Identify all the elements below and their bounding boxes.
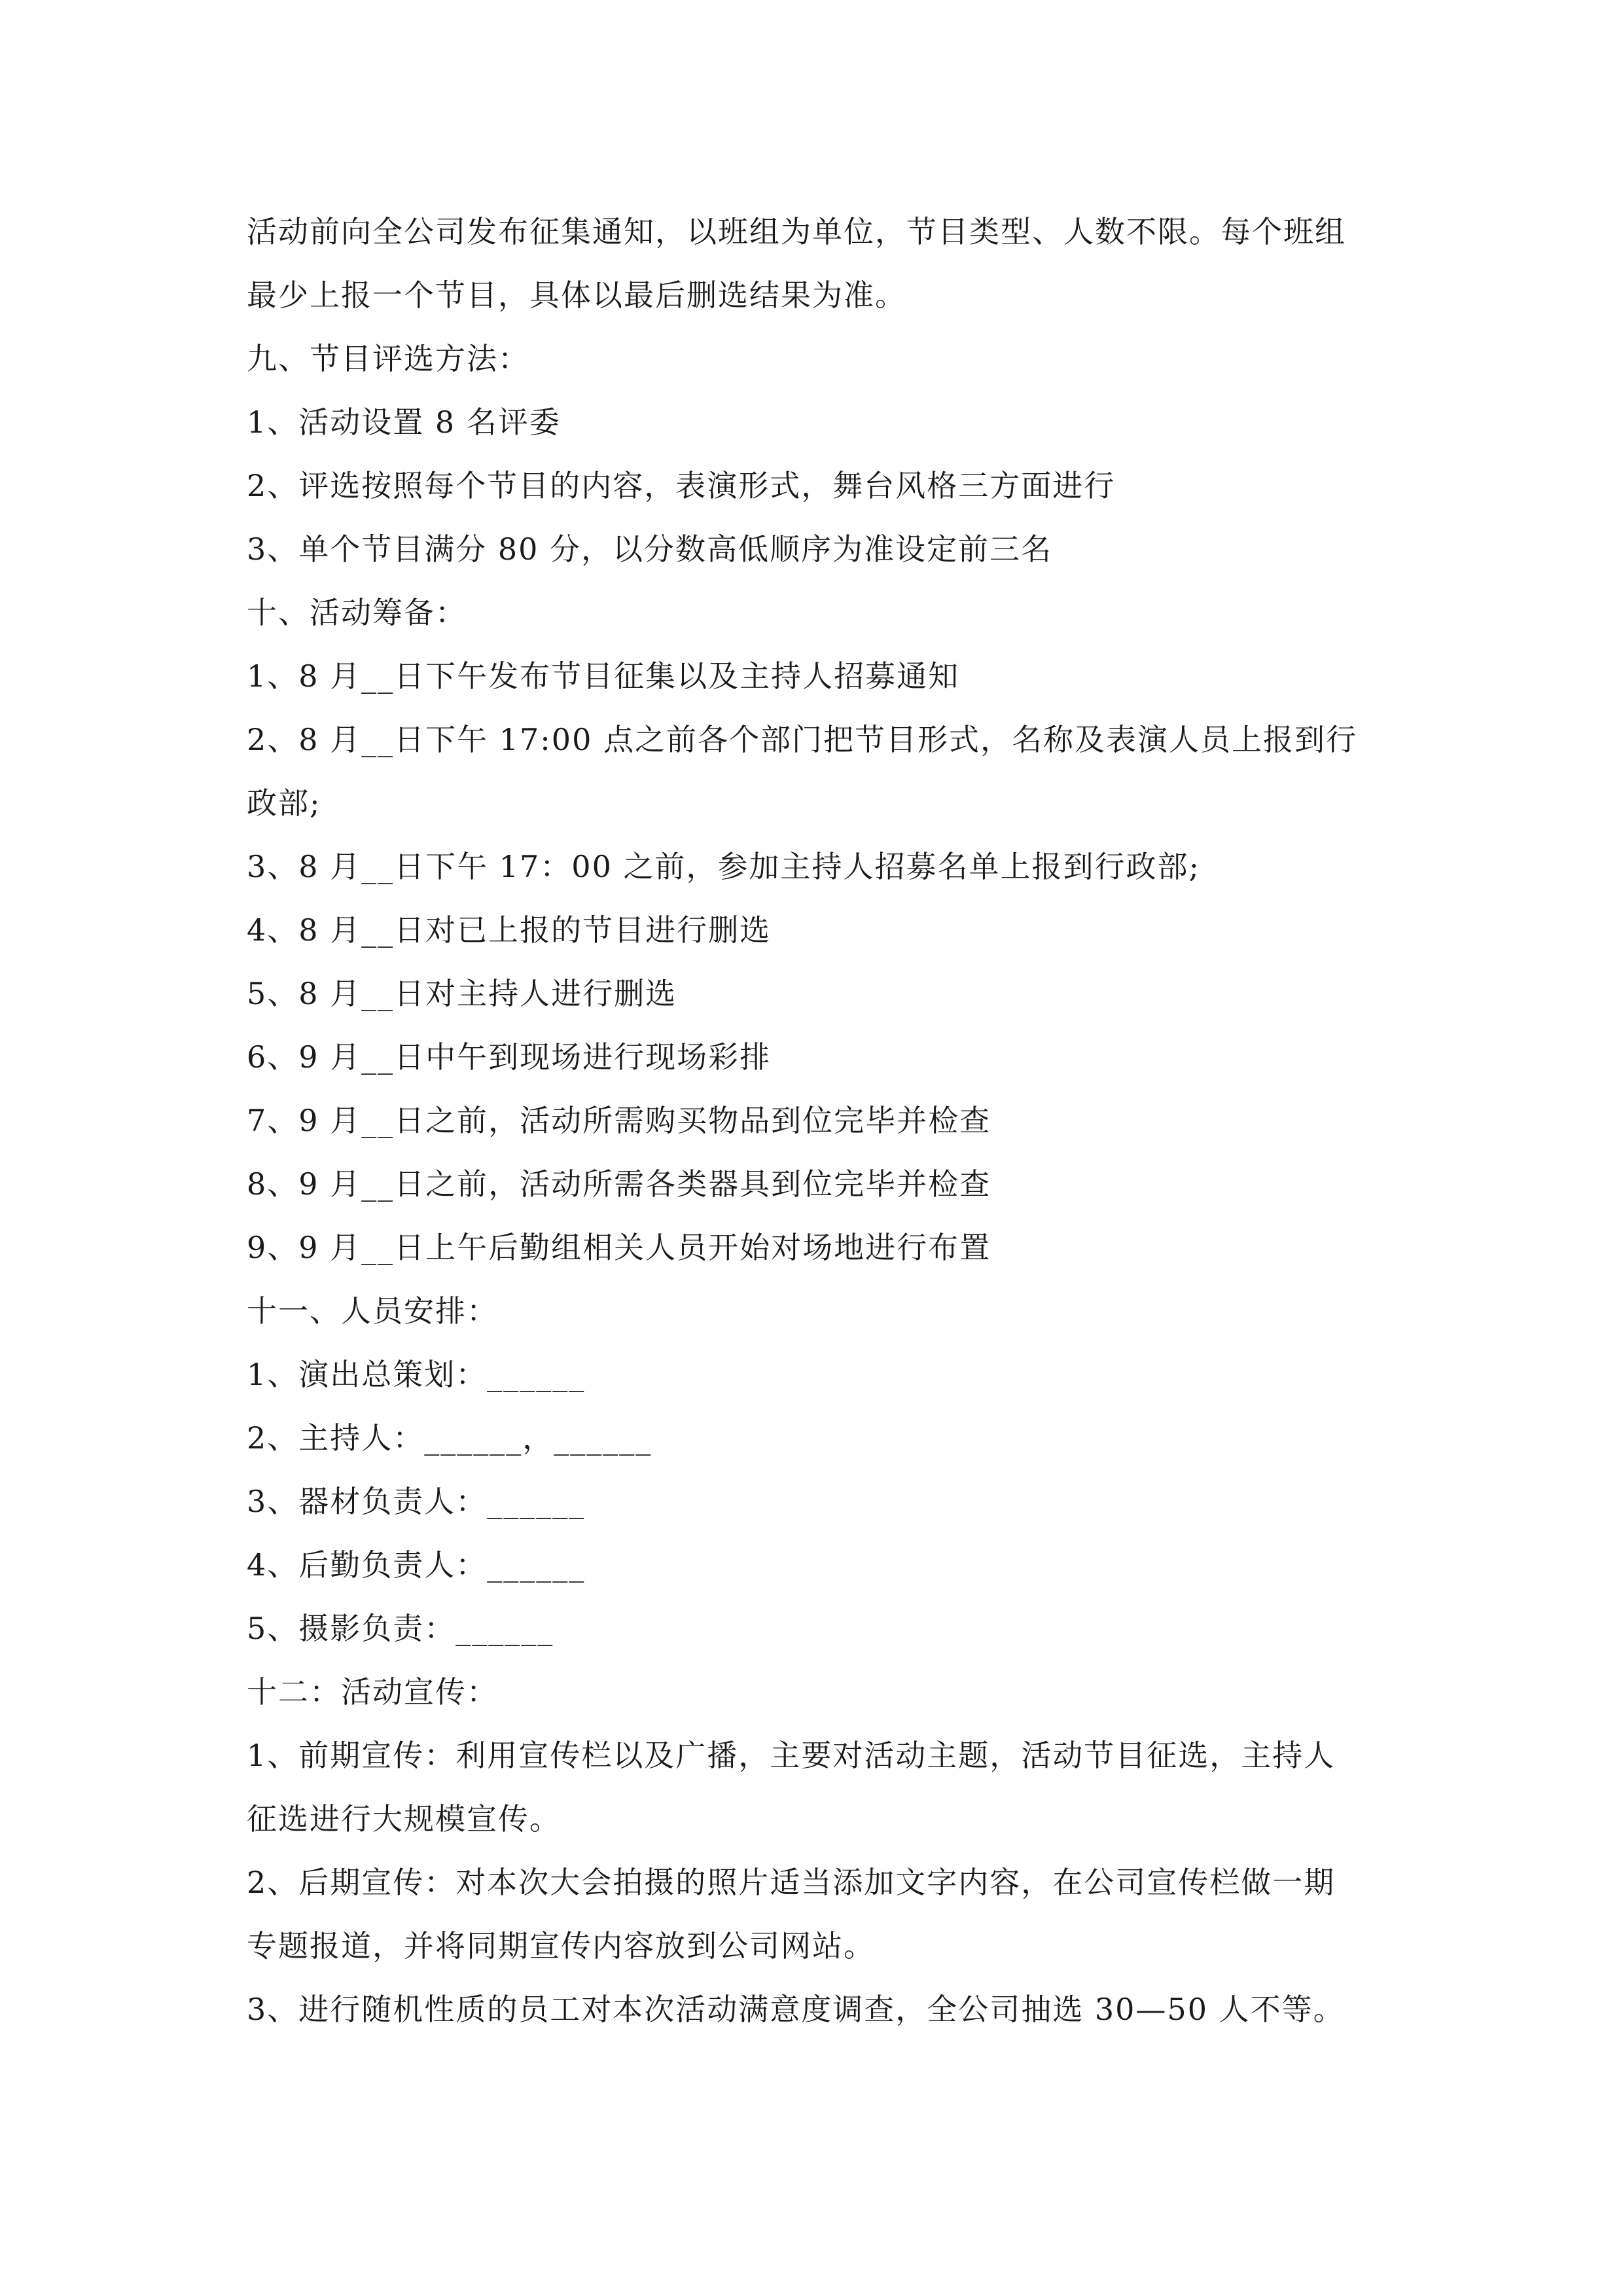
section-heading: 十一、人员安排：: [247, 1293, 498, 1329]
list-item: 1、8 月__日下午发布节目征集以及主持人招募通知: [247, 658, 960, 694]
list-item: 2、评选按照每个节目的内容，表演形式，舞台风格三方面进行: [247, 468, 1116, 503]
list-item: 4、8 月__日对已上报的节目进行删选: [247, 912, 772, 948]
paragraph-line: 最少上报一个节目，具体以最后删选结果为准。: [247, 278, 906, 313]
list-item: 3、8 月__日下午 17：00 之前，参加主持人招募名单上报到行政部;: [247, 849, 1200, 884]
list-item: 8、9 月__日之前，活动所需各类器具到位完毕并检查: [247, 1166, 991, 1202]
list-item: 3、单个节目满分 80 分，以分数高低顺序为准设定前三名: [247, 531, 1053, 567]
list-item: 2、后期宣传：对本次大会拍摄的照片适当添加文字内容，在公司宣传栏做一期: [247, 1865, 1336, 1900]
list-item: 2、主持人：______，______: [247, 1420, 652, 1456]
list-item-continuation: 专题报道，并将同期宣传内容放到公司网站。: [247, 1928, 875, 1964]
list-item: 5、8 月__日对主持人进行删选: [247, 976, 677, 1011]
list-item: 2、8 月__日下午 17:00 点之前各个部门把节目形式，名称及表演人员上报到行: [247, 722, 1357, 757]
list-item-continuation: 政部;: [247, 785, 321, 821]
list-item: 5、摄影负责：______: [247, 1611, 554, 1646]
section-heading: 十二：活动宣传：: [247, 1674, 498, 1710]
list-item-continuation: 征选进行大规模宣传。: [247, 1801, 561, 1837]
list-item: 3、器材负责人：______: [247, 1484, 586, 1519]
paragraph-line: 活动前向全公司发布征集通知，以班组为单位，节目类型、人数不限。每个班组: [247, 214, 1346, 249]
list-item: 4、后勤负责人：______: [247, 1547, 586, 1583]
list-item: 9、9 月__日上午后勤组相关人员开始对场地进行布置: [247, 1230, 991, 1265]
document-body: [247, 200, 1379, 2041]
list-item: 1、前期宣传：利用宣传栏以及广播，主要对活动主题，活动节目征选，主持人: [247, 1738, 1336, 1773]
list-item: 1、活动设置 8 名评委: [247, 404, 561, 440]
section-heading: 十、活动筹备：: [247, 595, 467, 630]
list-item: 3、进行随机性质的员工对本次活动满意度调查，全公司抽选 30—50 人不等。: [247, 1992, 1345, 2027]
list-item: 6、9 月__日中午到现场进行现场彩排: [247, 1039, 772, 1075]
list-item: 1、演出总策划：______: [247, 1357, 586, 1392]
section-heading: 九、节目评选方法：: [247, 341, 529, 376]
list-item: 7、9 月__日之前，活动所需购买物品到位完毕并检查: [247, 1103, 991, 1138]
